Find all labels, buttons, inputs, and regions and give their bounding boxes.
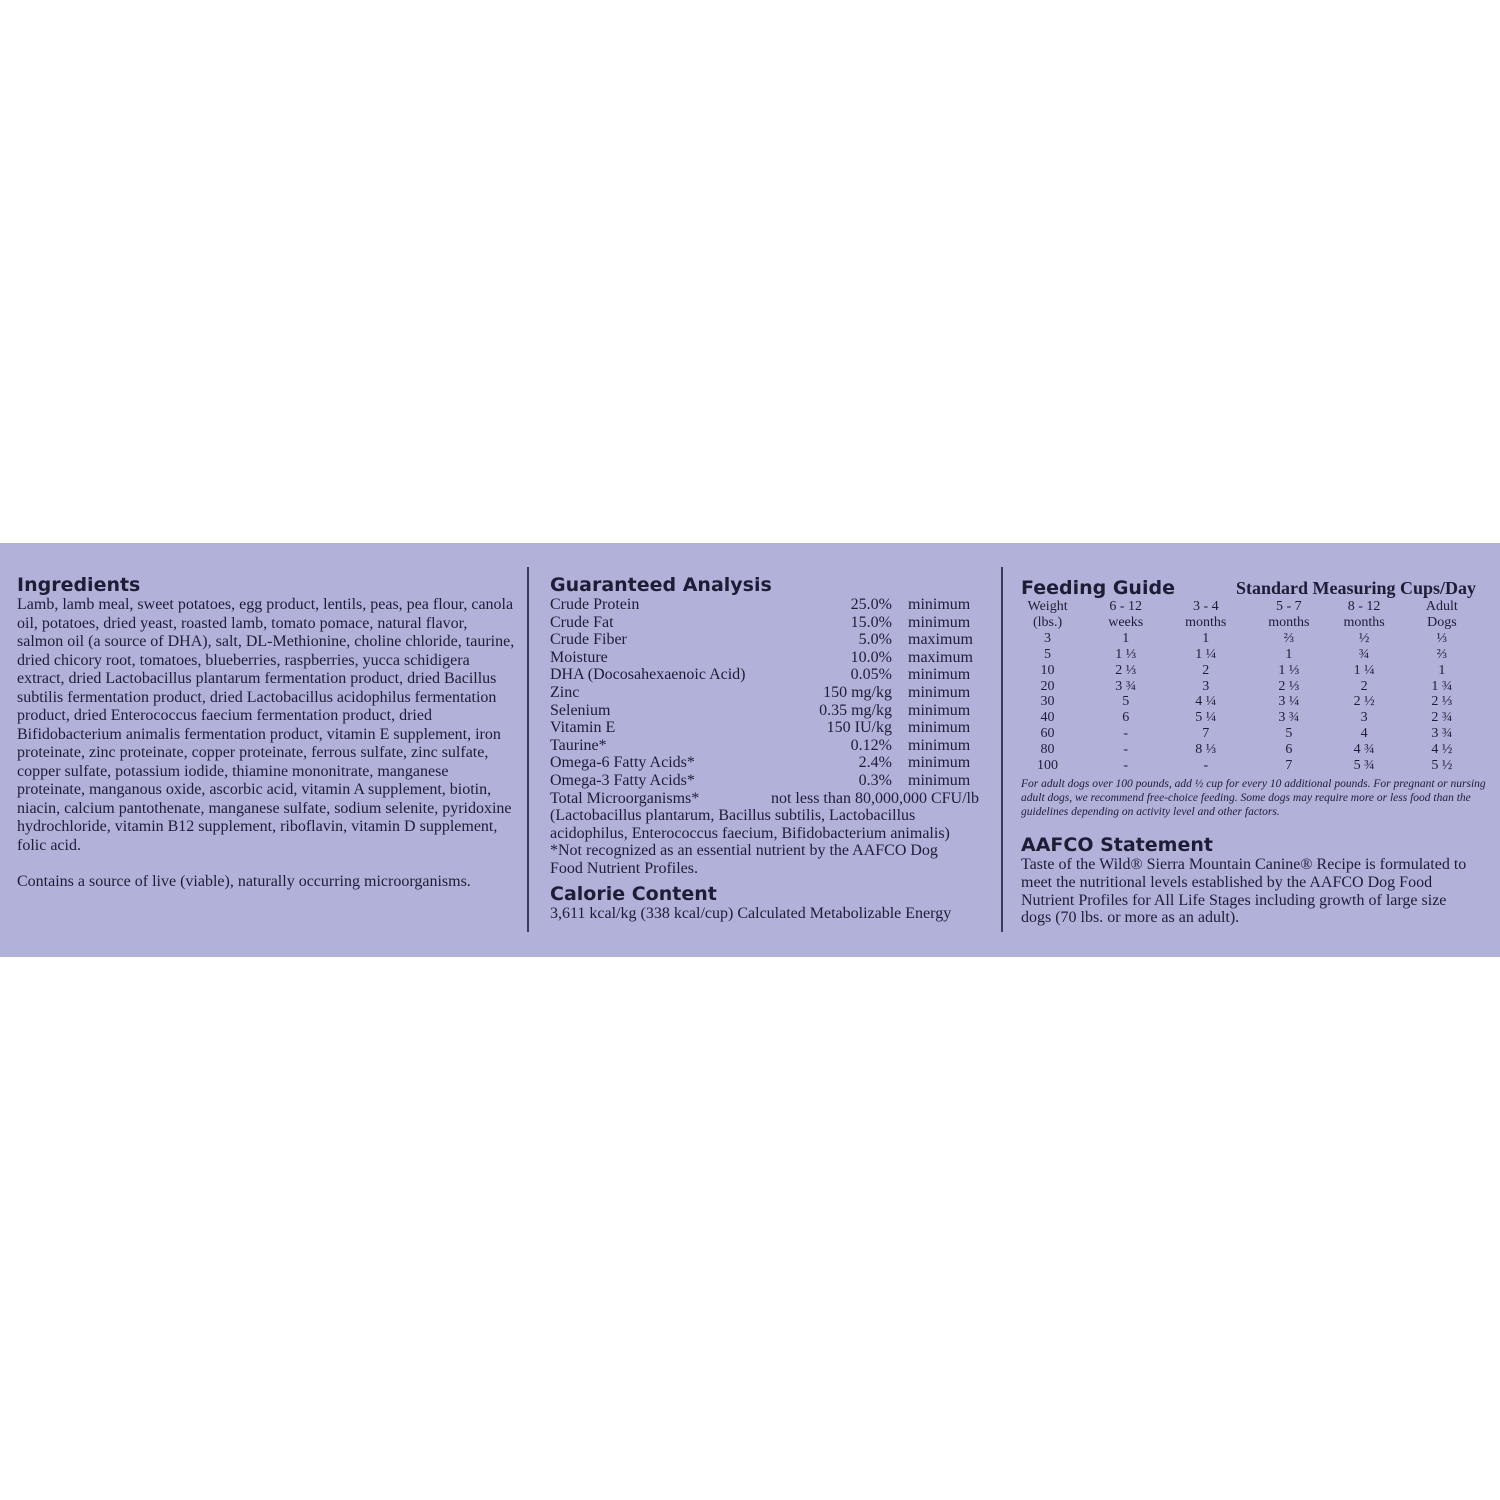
analysis-name: Crude Protein: [550, 596, 640, 613]
analysis-row: [550, 684, 979, 702]
feeding-cell: -: [1123, 726, 1129, 742]
aafco-statement-text: Taste of the Wild® Sierra Mountain Canine® Recipe is formulated to meet the nutritional levels established by the AAFCO Dog Food Nutrient Profiles for All Life Stages including growth of large size dogs (70 lbs. or more as an adult).: [1021, 855, 1467, 927]
analysis-row: [550, 754, 979, 772]
feeding-cell: 10: [1040, 662, 1055, 678]
analysis-value: 0.3%: [858, 771, 892, 789]
analysis-kind: minimum: [908, 701, 971, 719]
feeding-cell: ¾: [1358, 646, 1370, 662]
feeding-cell: 4: [1360, 726, 1368, 742]
feeding-cell: 2 ⅓: [1431, 694, 1453, 710]
feeding-cell: 3: [1202, 678, 1210, 694]
feeding-cell: 2 ¾: [1431, 710, 1453, 726]
analysis-name: Omega-3 Fatty Acids*: [550, 771, 695, 789]
analysis-row: [550, 737, 979, 755]
feeding-cell: 3 ¼: [1278, 694, 1300, 710]
feeding-cell: 5: [1285, 726, 1293, 742]
analysis-kind: minimum: [908, 754, 971, 772]
analysis-kind: maximum: [908, 631, 973, 649]
feeding-cell: 7: [1285, 758, 1293, 774]
guaranteed-analysis-heading: Guaranteed Analysis: [550, 574, 772, 596]
feeding-cell: 5: [1044, 646, 1052, 662]
feeding-header-cell: 8 - 12: [1347, 599, 1381, 614]
ingredients-list: Lamb, lamb meal, sweet potatoes, egg product, lentils, peas, pea flour, canola oil, potatoes, dried yeast, roasted lamb, tomato pomace, natural flavor, salmon oil (a source of DHA), salt, DL-Methionine, choline chloride, taurine, dried chicory root, tomatoes, blueberries, raspberries, yucca schidigera extract, dried Lactobacillus plantarum fermentation product, dried Bacillus subtilis fermentation product, dried Lactobacillus acidophilus fermentation product, dried Enterococcus faecium fermentation product, dried Bifidobacterium animalis fermentation product, vitamin E supplement, iron proteinate, zinc proteinate, copper proteinate, ferrous sulfate, zinc sulfate, copper sulfate, potassium iodide, thiamine mononitrate, manganese proteinate, manganous oxide, ascorbic acid, vitamin A supplement, biotin, niacin, calcium pantothenate, manganese sulfate, sodium selenite, pyridoxine hydrochloride, vitamin B12 supplement, riboflavin, vitamin D supplement, folic acid.: [17, 596, 515, 854]
feeding-cell: 40: [1040, 710, 1055, 726]
feeding-cell: 4 ¾: [1353, 742, 1375, 758]
feeding-header-cell: weeks: [1108, 614, 1144, 630]
analysis-name: Taurine*: [550, 736, 607, 754]
feeding-cell: 1 ⅓: [1115, 646, 1137, 662]
feeding-cell: 2 ½: [1353, 694, 1375, 710]
analysis-value: 5.0%: [858, 631, 892, 649]
feeding-cell: 2 ⅓: [1115, 662, 1137, 678]
analysis-row: [550, 596, 979, 614]
feeding-header-cell: months: [1185, 614, 1227, 630]
feeding-cell: 2: [1202, 662, 1210, 678]
nutrition-panel: [0, 543, 1500, 957]
ingredients-section: [17, 574, 517, 892]
analysis-name: Zinc: [550, 683, 580, 701]
feeding-cell: 5 ½: [1431, 758, 1453, 774]
feeding-row: [1021, 710, 1499, 726]
analysis-name: Omega-6 Fatty Acids*: [550, 754, 695, 772]
microorganisms-note: Contains a source of live (viable), naturally occurring microorganisms.: [17, 873, 471, 890]
column-divider: [1001, 567, 1003, 932]
calorie-content-text: 3,611 kcal/kg (338 kcal/cup) Calculated Metabolizable Energy: [550, 904, 952, 922]
analysis-kind: minimum: [908, 719, 971, 737]
analysis-kind: minimum: [908, 613, 971, 631]
feeding-cell: 5 ¾: [1353, 758, 1375, 774]
feeding-header-cell: Dogs: [1427, 614, 1457, 630]
microorganisms-label: Total Microorganisms*: [550, 789, 700, 807]
feeding-row: [1021, 679, 1499, 695]
aafco-footnote: *Not recognized as an essential nutrient by the AAFCO Dog Food Nutrient Profiles.: [550, 842, 938, 877]
feeding-cell: 5: [1122, 694, 1130, 710]
feeding-cell: 1: [1438, 662, 1446, 678]
feeding-guide-header: [1021, 577, 1476, 599]
feeding-row: [1021, 663, 1499, 679]
feeding-header-cell: 5 - 7: [1276, 599, 1302, 614]
feeding-header-cell: (lbs.): [1032, 614, 1063, 630]
analysis-value: 150 mg/kg: [823, 683, 892, 701]
feeding-cell: 6: [1285, 742, 1293, 758]
feeding-cell: 80: [1040, 742, 1055, 758]
feeding-cell: 100: [1037, 758, 1059, 774]
guaranteed-analysis-section: [550, 574, 990, 923]
feeding-header-cell: Weight: [1027, 599, 1068, 614]
microorganisms-value: not less than 80,000,000 CFU/lb: [770, 789, 979, 807]
feeding-row: [1021, 631, 1499, 647]
feeding-cell: 3: [1044, 630, 1052, 646]
feeding-guide-heading: Feeding Guide: [1021, 577, 1175, 599]
feeding-cell: ⅓: [1436, 630, 1448, 646]
analysis-row: [550, 631, 979, 649]
analysis-value: 2.4%: [858, 754, 892, 772]
feeding-header-row: [1021, 599, 1499, 615]
analysis-row: [550, 702, 979, 720]
feeding-header-cell: 6 - 12: [1109, 599, 1143, 614]
analysis-kind: maximum: [908, 648, 973, 666]
feeding-cell: 4 ½: [1431, 742, 1453, 758]
feeding-cell: 5 ¼: [1195, 710, 1217, 726]
feeding-cell: 1: [1122, 630, 1130, 646]
analysis-row: [550, 614, 979, 632]
feeding-row: [1021, 694, 1499, 710]
analysis-kind: minimum: [908, 771, 971, 789]
feeding-cell: 20: [1040, 678, 1055, 694]
feeding-cell: ⅔: [1283, 630, 1295, 646]
analysis-kind: minimum: [908, 666, 971, 684]
feeding-row: [1021, 647, 1499, 663]
analysis-kind: minimum: [908, 736, 971, 754]
feeding-cell: -: [1203, 758, 1209, 774]
feeding-guide-subtitle: Standard Measuring Cups/Day: [1235, 578, 1476, 598]
analysis-row: [550, 719, 979, 737]
feeding-header-cell: Adult: [1425, 599, 1458, 614]
feeding-header-cell: 3 - 4: [1192, 599, 1219, 614]
analysis-row: [550, 772, 979, 790]
feeding-cell: -: [1123, 758, 1129, 774]
analysis-name: Crude Fat: [550, 613, 614, 631]
analysis-value: 0.05%: [850, 666, 892, 684]
analysis-value: 15.0%: [850, 613, 892, 631]
feeding-cell: 2: [1360, 678, 1368, 694]
aafco-statement-heading: AAFCO Statement: [1021, 833, 1213, 856]
feeding-cell: 1: [1202, 630, 1210, 646]
feeding-cell: 1 ¼: [1195, 646, 1217, 662]
feeding-cell: 1 ¼: [1353, 662, 1375, 678]
analysis-name: Vitamin E: [550, 719, 616, 737]
analysis-name: Selenium: [550, 701, 611, 719]
feeding-cell: 60: [1040, 726, 1055, 742]
feeding-guide-section: [1021, 577, 1499, 927]
feeding-row: [1021, 726, 1499, 742]
microorganisms-detail: (Lactobacillus plantarum, Bacillus subtilis, Lactobacillus acidophilus, Enterococcus faecium, Bifidobacterium animalis): [550, 807, 950, 842]
feeding-cell: 1: [1285, 646, 1293, 662]
feeding-cell: 1 ¾: [1431, 678, 1453, 694]
analysis-value: 25.0%: [850, 596, 892, 613]
feeding-cell: 30: [1040, 694, 1055, 710]
analysis-row: [550, 649, 979, 667]
feeding-cell: 2 ⅓: [1278, 678, 1300, 694]
feeding-header-row: [1021, 615, 1499, 631]
feeding-guide-note: For adult dogs over 100 pounds, add ½ cup for every 10 additional pounds. For pregnant or nursing adult dogs, we recommend free-choice feeding. Some dogs may require more or less food than the guidelines depending on activity level and other factors.: [1021, 777, 1486, 818]
guaranteed-analysis-table: [550, 596, 979, 790]
feeding-row: [1021, 742, 1499, 758]
analysis-value: 0.12%: [850, 736, 892, 754]
column-divider: [527, 567, 529, 932]
calorie-content-heading: Calorie Content: [550, 882, 717, 905]
feeding-guide-table: [1021, 599, 1499, 774]
feeding-cell: 7: [1202, 726, 1210, 742]
feeding-cell: 4 ¼: [1195, 694, 1217, 710]
feeding-cell: 8 ⅓: [1195, 742, 1217, 758]
feeding-header-cell: months: [1268, 614, 1310, 630]
feeding-cell: 6: [1122, 710, 1130, 726]
analysis-row: [550, 666, 979, 684]
feeding-cell: ⅔: [1436, 646, 1448, 662]
analysis-name: Moisture: [550, 648, 608, 666]
analysis-kind: minimum: [908, 683, 971, 701]
microorganisms-row: [550, 790, 979, 808]
feeding-row: [1021, 758, 1499, 774]
analysis-value: 150 IU/kg: [826, 719, 892, 737]
feeding-cell: ½: [1358, 630, 1370, 646]
analysis-value: 10.0%: [850, 648, 892, 666]
feeding-cell: 3 ¾: [1278, 710, 1300, 726]
analysis-name: DHA (Docosahexaenoic Acid): [550, 666, 746, 684]
analysis-kind: minimum: [908, 596, 971, 613]
feeding-header-cell: months: [1343, 614, 1385, 630]
feeding-cell: 1 ⅓: [1278, 662, 1300, 678]
analysis-name: Crude Fiber: [550, 631, 627, 649]
feeding-cell: 3 ¾: [1431, 726, 1453, 742]
feeding-cell: 3: [1360, 710, 1368, 726]
feeding-cell: -: [1123, 742, 1129, 758]
analysis-value: 0.35 mg/kg: [819, 701, 892, 719]
feeding-cell: 3 ¾: [1115, 678, 1137, 694]
ingredients-heading: Ingredients: [17, 574, 141, 596]
